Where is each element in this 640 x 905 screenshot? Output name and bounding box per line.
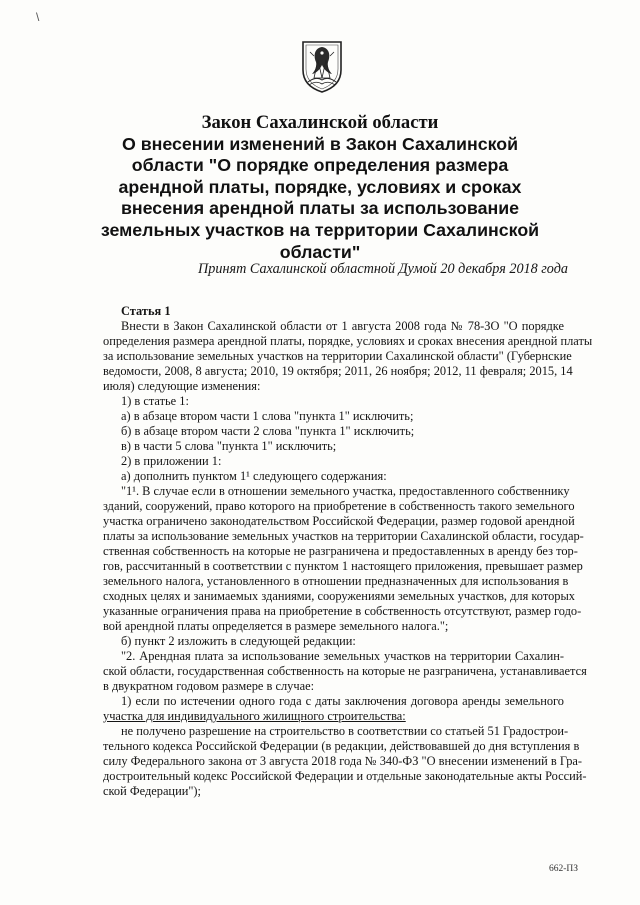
adoption-note: Принят Сахалинской областной Думой 20 декабря 2018 года: [198, 261, 568, 277]
text-line: указанные ограничения права на приобретение в собственность отсутствуют, размер годо-: [103, 604, 582, 618]
article-heading: Статья 1: [121, 304, 171, 318]
text-line: сходных целях и занимаемых зданиями, сооружениями земельных участков, для которых: [103, 589, 575, 603]
text-line: а) дополнить пунктом 1¹ следующего содержания:: [121, 469, 387, 483]
sakhalin-coat-of-arms-icon: [300, 38, 344, 94]
text-line: б) пункт 2 изложить в следующей редакции:: [121, 634, 356, 648]
title-line: области "О порядке определения размера: [131, 155, 509, 176]
text-line: в) в части 5 слова "пункта 1" исключить;: [121, 439, 337, 453]
text-line: платы за использование земельных участков на территории Сахалинской области, государ-: [103, 529, 584, 543]
text-line: а) в абзаце втором части 1 слова "пункта 1" исключить;: [121, 409, 414, 423]
text-line: ской области, государственная собственность на которые не разграничена, устанавливается: [103, 664, 587, 678]
text-line: Внести в Закон Сахалинской области от 1 августа 2008 года № 78-ЗО "О порядке: [121, 319, 564, 333]
text-line: в двукратном годовом размере в случае:: [103, 679, 315, 693]
article-body: [103, 304, 593, 799]
text-line: за использование земельных участков на территории Сахалинской области" (Губернские: [103, 349, 572, 363]
text-line: гов, рассчитанный в соответствии с пунктом 1 настоящего приложения, превышает размер: [103, 559, 583, 573]
text-line: "2. Арендная плата за использование земельных участков на территории Сахалин-: [121, 649, 564, 663]
text-line: вой арендной платы определяется в размере земельного налога.";: [103, 619, 449, 633]
text-line: силу Федерального закона от 3 августа 2018 года № 340-ФЗ "О внесении изменений в Гра-: [103, 754, 583, 768]
text-line: [103, 709, 564, 724]
title-line: арендной платы, порядке, условиях и сроках: [118, 176, 522, 197]
text-line: ской Федерации");: [103, 784, 201, 798]
text-line: июля) следующие изменения:: [103, 379, 261, 393]
text-line: 1) если по истечении одного года с даты заключения договора аренды земельного: [121, 694, 564, 708]
text-line: земельного налога, установленного в отношении предназначенных для использования в: [103, 574, 569, 588]
title-line: внесения арендной платы за использование: [120, 198, 520, 219]
text-line: "1¹. В случае если в отношении земельного участка, предоставленного собственнику: [121, 484, 570, 498]
corner-mark: \: [36, 10, 40, 24]
text-line: ственная собственность на которые не разграничена и предоставленных в аренду без тор-: [103, 544, 578, 558]
article-text: [103, 319, 593, 799]
text-line: ведомости, 2008, 8 августа; 2010, 19 октября; 2011, 26 ноября; 2012, 11 февраля; 2015, 14: [103, 364, 573, 378]
text-line: зданий, сооружений, право которого на приобретение в собственность такого земельного: [103, 499, 575, 513]
text-line: 2) в приложении 1:: [121, 454, 222, 468]
underlined-text: участка для индивидуального жилищного строительства:: [103, 709, 406, 723]
title-line: Закон Сахалинской области: [201, 112, 439, 133]
text-line: б) в абзаце втором части 2 слова "пункта 1" исключить;: [121, 424, 415, 438]
text-line: не получено разрешение на строительство в соответствии со статьей 51 Градострои-: [121, 724, 569, 738]
title-line: земельных участков на территории Сахалинской: [100, 219, 540, 240]
document-code: 662-ПЗ: [549, 864, 579, 874]
title-line: О внесении изменений в Закон Сахалинской: [121, 133, 519, 154]
text-line: определения размера арендной платы, порядке, условиях и сроках внесения арендной платы: [103, 334, 593, 348]
title-line: области": [279, 241, 361, 262]
text-line: участка ограничено законодательством Российской Федерации, размер годовой арендной: [103, 514, 575, 528]
law-title: [70, 112, 570, 263]
text-line: тельного кодекса Российской Федерации (в редакции, действовавшей до дня вступления в: [103, 739, 580, 753]
text-line: достроительный кодекс Российской Федерации и отдельные законодательные акты Россий-: [103, 769, 587, 783]
text-line: 1) в статье 1:: [121, 394, 189, 408]
